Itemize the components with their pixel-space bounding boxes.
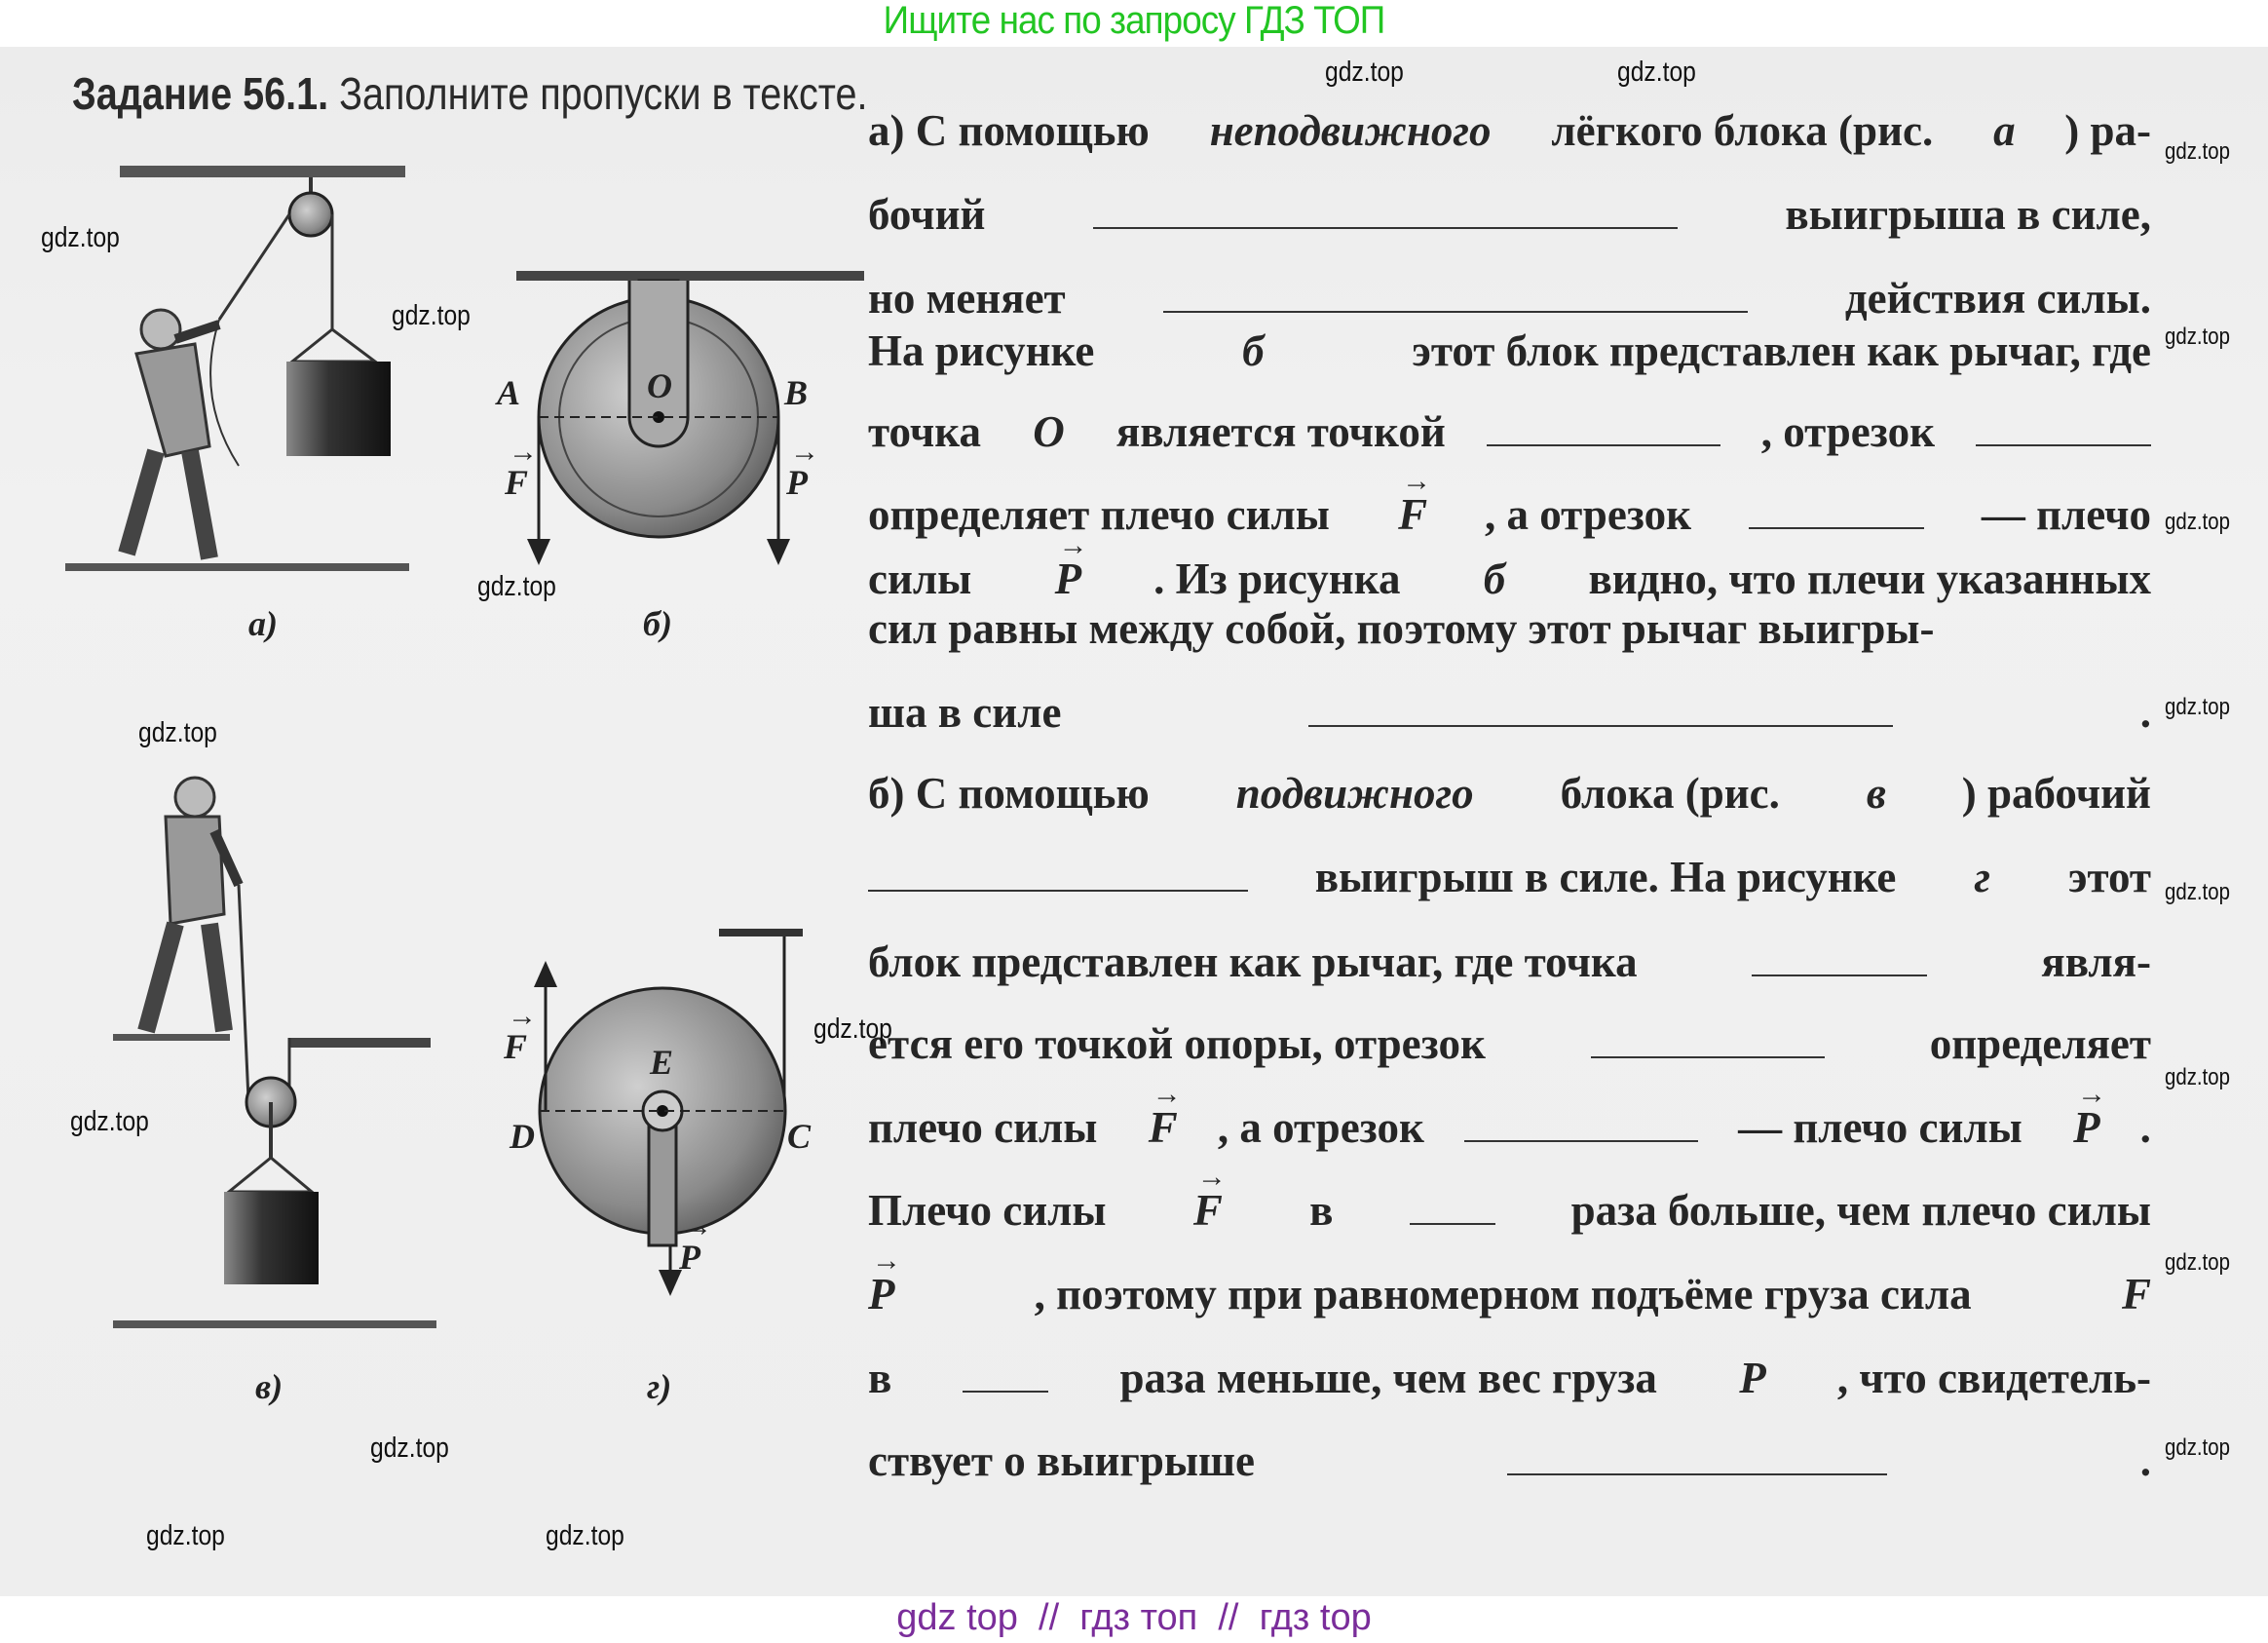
answer-blank[interactable] <box>1464 1139 1698 1142</box>
text-segment: , что свидетель- <box>1836 1354 2151 1402</box>
text-segment: подвижного <box>1235 769 1474 818</box>
watermark-text: gdz.top <box>2165 694 2230 720</box>
watermark-text: gdz.top <box>1617 57 1696 88</box>
task-instruction: Заполните пропуски в тексте. <box>339 68 868 119</box>
text-segment: г <box>1974 853 1991 901</box>
text-segment: б) С помощью <box>868 769 1161 818</box>
force-p-label: → P <box>679 1238 700 1277</box>
text-segment: — плечо силы <box>1738 1103 2034 1152</box>
text-segment: определяет плечо силы <box>868 490 1342 539</box>
answer-blank[interactable] <box>1308 724 1893 727</box>
text-segment: , а отрезок <box>1217 1103 1424 1152</box>
point-o-label: O <box>647 366 672 405</box>
watermark-text: gdz.top <box>146 1520 225 1551</box>
text-segment: , отрезок <box>1760 407 1936 456</box>
text-line <box>868 192 2151 237</box>
text-line <box>868 855 2151 899</box>
worker-icon <box>146 778 239 1031</box>
watermark-text: gdz.top <box>2165 509 2230 535</box>
text-line <box>868 606 2151 651</box>
text-segment: , а отрезок <box>1484 490 1692 539</box>
task-number: Задание 56.1. <box>72 68 329 119</box>
answer-blank[interactable] <box>1752 974 1927 976</box>
point-b-label: B <box>784 373 809 412</box>
watermark-text: gdz.top <box>477 571 556 602</box>
search-banner: Ищите нас по запросу ГДЗ ТОП <box>883 0 1385 42</box>
text-segment: ) ра- <box>2064 106 2151 155</box>
footer-watermark: gdz top // гдз топ // гдз top <box>896 1597 1372 1638</box>
answer-blank[interactable] <box>1591 1055 1825 1058</box>
text-segment: в <box>868 1354 892 1402</box>
answer-blank[interactable] <box>1093 226 1678 229</box>
text-segment: видно, что плечи указанных <box>1577 554 2151 603</box>
answer-blank[interactable] <box>1507 1472 1887 1475</box>
point-d-label: D <box>510 1117 535 1156</box>
text-segment: . <box>2139 688 2151 737</box>
text-segment: блок представлен как рычаг, где точка <box>868 937 1638 986</box>
text-line <box>868 1021 2151 1066</box>
text-segment: . <box>2139 1103 2151 1152</box>
text-segment: определяет <box>1929 1019 2151 1068</box>
watermark-text: gdz.top <box>2165 324 2230 350</box>
watermark-text: gdz.top <box>2165 138 2230 165</box>
figure-v-movable-pulley <box>113 778 436 1328</box>
text-segment: плечо силы <box>868 1103 1109 1152</box>
text-segment: точка <box>868 407 993 456</box>
figure-a-label: а) <box>248 604 278 643</box>
text-segment: выигрыша в силе, <box>1785 190 2151 239</box>
text-segment: явля- <box>2041 937 2151 986</box>
watermark-text: gdz.top <box>2165 1249 2230 1276</box>
watermark-text: gdz.top <box>392 300 471 331</box>
text-segment: а) С помощью <box>868 106 1161 155</box>
watermark-text: gdz.top <box>41 222 120 253</box>
force-f-label: → F <box>504 1027 527 1066</box>
text-segment: б <box>1483 554 1506 603</box>
text-segment: ствует о выигрыше <box>868 1436 1255 1485</box>
text-segment: лёгкого блока (рис. <box>1540 106 1945 155</box>
text-segment: P <box>1739 1354 1766 1402</box>
text-segment: раза больше, чем плечо силы <box>1570 1186 2151 1235</box>
text-line <box>868 108 2151 153</box>
vector-symbol: → F <box>1398 492 1427 537</box>
watermark-text: gdz.top <box>70 1106 149 1137</box>
text-segment: — плечо <box>1981 490 2151 539</box>
text-line <box>868 1438 2151 1483</box>
watermark-text: gdz.top <box>370 1433 449 1464</box>
text-line <box>868 328 2151 373</box>
worker-icon <box>127 310 219 558</box>
point-e-label: E <box>650 1043 674 1082</box>
text-segment: ется его точкой опоры, отрезок <box>868 1019 1486 1068</box>
answer-blank[interactable] <box>1749 526 1924 529</box>
text-segment: сил равны между собой, поэтому этот рычаг выигры- <box>868 604 1935 653</box>
text-segment: этот <box>2057 853 2151 901</box>
text-line <box>868 1105 2151 1150</box>
text-segment: в <box>1866 769 1886 818</box>
text-segment: Плечо силы <box>868 1186 1117 1235</box>
text-segment: бочий <box>868 190 986 239</box>
text-segment: в <box>1298 1186 1334 1235</box>
watermark-text: gdz.top <box>2165 1064 2230 1090</box>
text-segment: раза меньше, чем вес груза <box>1119 1354 1669 1402</box>
answer-blank[interactable] <box>1976 443 2151 446</box>
vector-symbol: → P <box>1055 556 1082 601</box>
text-segment: O <box>1033 407 1065 456</box>
watermark-text: gdz.top <box>2165 879 2230 905</box>
watermark-text: gdz.top <box>1325 57 1404 88</box>
vector-symbol: → F <box>1149 1105 1178 1150</box>
answer-blank[interactable] <box>963 1390 1048 1393</box>
text-line <box>868 1188 2151 1233</box>
answer-blank[interactable] <box>1410 1222 1495 1225</box>
watermark-text: gdz.top <box>546 1520 624 1551</box>
answer-blank[interactable] <box>1163 310 1748 313</box>
text-segment: силы <box>868 554 983 603</box>
figure-g-movable-pulley-lever <box>540 929 803 1284</box>
point-c-label: C <box>787 1117 812 1156</box>
vector-symbol: → P <box>868 1272 895 1317</box>
text-segment: . Из рисунка <box>1153 554 1412 603</box>
text-line <box>868 690 2151 735</box>
text-segment: ша в силе <box>868 688 1062 737</box>
text-segment: блока (рис. <box>1549 769 1792 818</box>
watermark-text: gdz.top <box>2165 1434 2230 1461</box>
text-segment: действия силы. <box>1844 274 2151 323</box>
text-segment: ) рабочий <box>1961 769 2151 818</box>
point-a-label: A <box>497 373 521 412</box>
textbook-page <box>0 47 2268 1596</box>
text-segment: но меняет <box>868 274 1066 323</box>
text-line <box>868 1272 2151 1317</box>
text-segment: а <box>1993 106 2016 155</box>
vector-symbol: → P <box>2073 1105 2100 1150</box>
figure-b-label: б) <box>643 604 672 643</box>
figure-b-fixed-pulley-lever <box>516 271 864 554</box>
watermark-text: gdz.top <box>813 1013 892 1045</box>
text-segment: неподвижного <box>1209 106 1492 155</box>
text-segment: б <box>1242 326 1265 375</box>
text-segment: выигрыш в силе. На рисунке <box>1314 853 1908 901</box>
text-line <box>868 276 2151 321</box>
figure-g-label: г) <box>647 1367 672 1406</box>
text-segment: этот блок представлен как рычаг, где <box>1401 326 2151 375</box>
answer-blank[interactable] <box>868 889 1248 892</box>
text-line <box>868 1356 2151 1400</box>
force-f-label: → F <box>505 463 528 502</box>
answer-blank[interactable] <box>1487 443 1720 446</box>
vector-symbol: → F <box>1193 1188 1223 1233</box>
text-line <box>868 771 2151 816</box>
text-line <box>868 939 2151 984</box>
text-segment: На рисунке <box>868 326 1106 375</box>
text-line <box>868 556 2151 601</box>
figure-v-label: в) <box>255 1367 284 1406</box>
text-segment: является точкой <box>1105 407 1446 456</box>
text-segment: F <box>2121 1270 2151 1318</box>
text-segment: , поэтому при равномерном подъёме груза сила <box>1034 1270 1983 1318</box>
text-segment: . <box>2139 1436 2151 1485</box>
force-p-label: → P <box>786 463 808 502</box>
watermark-text: gdz.top <box>138 717 217 748</box>
text-line <box>868 409 2151 454</box>
